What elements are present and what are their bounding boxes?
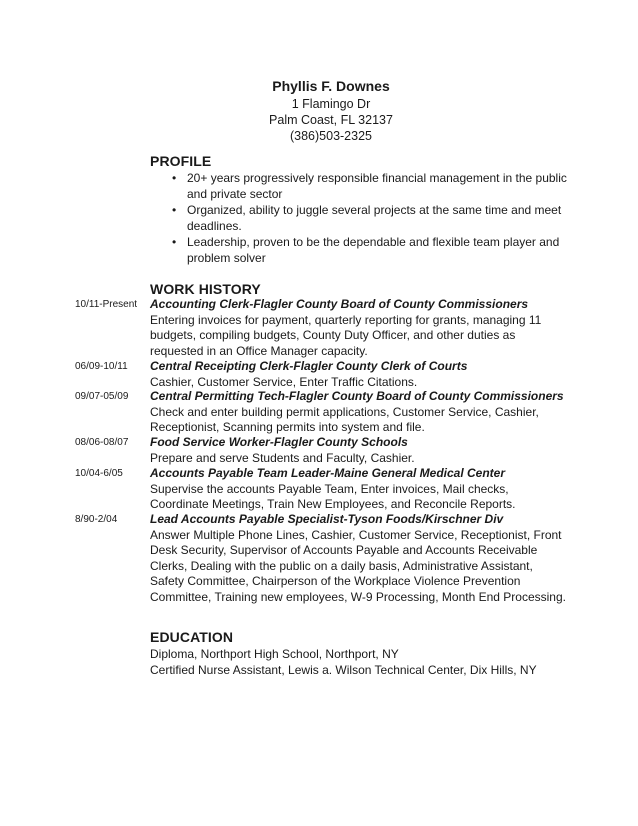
profile-item	[150, 234, 570, 266]
job-title: Lead Accounts Payable Specialist-Tyson Foods/Kirschner Div	[150, 512, 504, 526]
profile-item-text: 20+ years progressively responsible financial management in the public and private sector	[187, 171, 567, 201]
education-list	[150, 646, 570, 678]
profile-item	[150, 170, 570, 202]
job-title: Accounting Clerk-Flagler County Board of County Commissioners	[150, 297, 529, 311]
education-item: Diploma, Northport High School, Northport, NY	[150, 647, 399, 661]
work-history-heading: WORK HISTORY	[150, 281, 261, 297]
job-description: Prepare and serve Students and Faculty, Cashier.	[150, 450, 415, 465]
bullet-icon: •	[172, 235, 177, 249]
profile-item	[150, 202, 570, 234]
job-date: 09/07-05/09	[75, 391, 129, 402]
education-heading: EDUCATION	[150, 629, 234, 645]
job-title: Central Receipting Clerk-Flagler County Clerk of Courts	[150, 359, 468, 373]
education-item: Certified Nurse Assistant, Lewis a. Wilson Technical Center, Dix Hills, NY	[150, 663, 537, 677]
job-title: Food Service Worker-Flagler County Schools	[150, 435, 408, 449]
phone-number: (386)503-2325	[289, 129, 372, 143]
job-title: Central Permitting Tech-Flagler County Board of County Commissioners	[150, 389, 564, 403]
bullet-icon: •	[172, 171, 177, 185]
bullet-icon: •	[172, 203, 177, 217]
address-line-1: 1 Flamingo Dr	[291, 97, 371, 111]
job-description: Check and enter building permit applications, Customer Service, Cashier, Receptionist, Scanning permits into system and file.	[150, 404, 539, 434]
job-date: 8/90-2/04	[75, 514, 118, 525]
job-description: Entering invoices for payment, quarterly reporting for grants, managing 11 budgets, compiling budgets, County Duty Officer, and other duties as requested in an Office Manager capacity.	[150, 312, 542, 358]
job-description: Cashier, Customer Service, Enter Traffic Citations.	[150, 374, 418, 389]
profile-heading: PROFILE	[150, 153, 212, 169]
applicant-name: Phyllis F. Downes	[272, 78, 390, 94]
job-title: Accounts Payable Team Leader-Maine General Medical Center	[150, 466, 506, 480]
profile-list	[150, 170, 570, 266]
job-date: 08/06-08/07	[75, 437, 129, 448]
job-description: Answer Multiple Phone Lines, Cashier, Customer Service, Receptionist, Front Desk Security, Supervisor of Accounts Payable and Accounts Receivable Clerks, Dealing with the public on a daily basis, Administrative Assistant, Safety Committee, Chairperson of the Workplace Violence Prevention Committee, Training new employees, W-9 Processing, Month End Processing.	[150, 527, 566, 604]
job-description: Supervise the accounts Payable Team, Enter invoices, Mail checks, Coordinate Meetings, Train New Employees, and Reconcile Reports.	[150, 481, 516, 511]
job-date: 10/04-6/05	[75, 468, 123, 479]
address-line-2: Palm Coast, FL 32137	[269, 113, 393, 127]
job-date: 06/09-10/11	[75, 361, 128, 372]
profile-item-text: Leadership, proven to be the dependable and flexible team player and problem solver	[187, 235, 560, 265]
job-date: 10/11-Present	[75, 299, 138, 310]
contact-header	[0, 77, 638, 144]
profile-item-text: Organized, ability to juggle several projects at the same time and meet deadlines.	[187, 203, 562, 233]
